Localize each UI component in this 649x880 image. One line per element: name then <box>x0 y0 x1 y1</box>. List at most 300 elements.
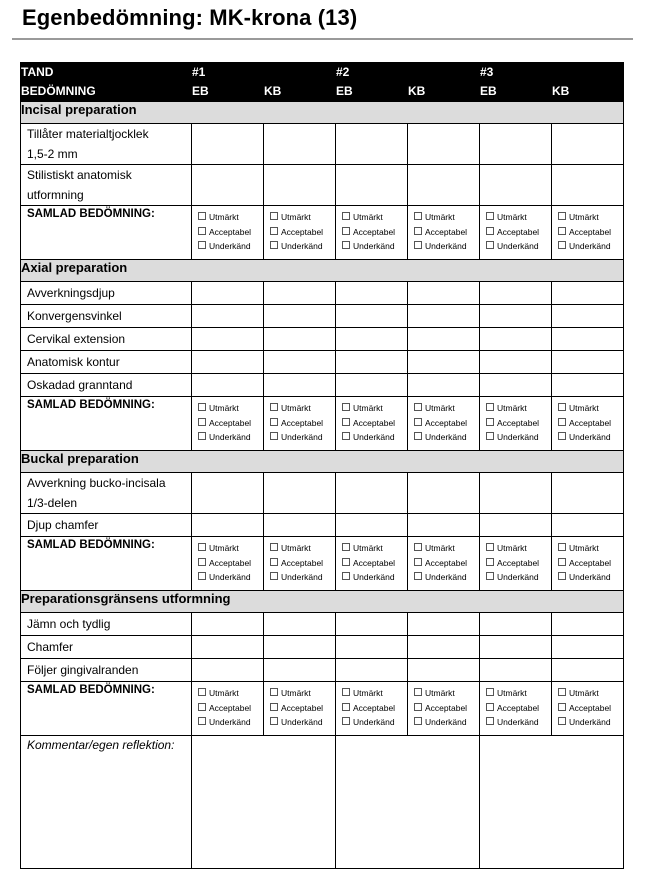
checkbox-icon[interactable] <box>486 212 494 220</box>
criterion-text-line2: 1/3-delen <box>27 496 78 510</box>
header-tooth-number: #1 <box>192 65 206 79</box>
checkbox-icon[interactable] <box>270 432 278 440</box>
option-2[interactable] <box>414 430 479 445</box>
checkbox-icon[interactable] <box>486 227 494 235</box>
checkbox-icon[interactable] <box>270 543 278 551</box>
header-tooth-3-kb <box>552 63 624 102</box>
option-1[interactable] <box>270 701 335 716</box>
checkbox-icon[interactable] <box>270 212 278 220</box>
grade-cell[interactable] <box>408 473 480 514</box>
grade-cell[interactable] <box>408 328 480 351</box>
option-label: Utmärkt <box>569 212 599 222</box>
option-label: Acceptabel <box>353 226 396 237</box>
option-2[interactable] <box>198 570 263 585</box>
grade-cell[interactable] <box>336 613 408 636</box>
checkbox-icon[interactable] <box>270 227 278 235</box>
checkbox-icon[interactable] <box>198 212 206 220</box>
criterion-text-line1: Avverkningsdjup <box>27 286 115 300</box>
grade-cell[interactable] <box>264 124 336 165</box>
criterion-row <box>21 613 624 636</box>
summary-options <box>552 537 623 585</box>
option-2[interactable] <box>414 570 479 585</box>
option-1[interactable] <box>342 701 407 716</box>
option-label: Acceptabel <box>209 702 252 713</box>
option-1[interactable] <box>414 556 479 571</box>
checkbox-icon[interactable] <box>486 403 494 411</box>
option-label: Acceptabel <box>497 702 540 713</box>
option-0[interactable] <box>270 541 335 556</box>
grade-cell[interactable] <box>192 613 264 636</box>
option-0[interactable] <box>414 210 479 225</box>
summary-option-cell <box>408 206 480 260</box>
header-spacer <box>264 63 335 82</box>
grade-cell[interactable] <box>264 282 336 305</box>
grade-cell[interactable] <box>552 282 624 305</box>
summary-options <box>336 682 407 730</box>
grade-cell[interactable] <box>552 351 624 374</box>
option-2[interactable] <box>486 570 551 585</box>
grade-cell[interactable] <box>480 613 552 636</box>
checkbox-icon[interactable] <box>558 572 566 580</box>
option-2[interactable] <box>558 239 623 254</box>
option-0[interactable] <box>486 401 551 416</box>
summary-option-cell <box>408 397 480 451</box>
grade-cell[interactable] <box>552 124 624 165</box>
option-label: Utmärkt <box>281 403 311 413</box>
option-2[interactable] <box>198 715 263 730</box>
checkbox-icon[interactable] <box>342 543 350 551</box>
checkbox-icon[interactable] <box>414 558 422 566</box>
grade-cell[interactable] <box>408 636 480 659</box>
option-0[interactable] <box>414 541 479 556</box>
grade-cell[interactable] <box>552 514 624 537</box>
option-2[interactable] <box>414 239 479 254</box>
option-label: Acceptabel <box>425 557 468 568</box>
option-1[interactable] <box>486 556 551 571</box>
option-1[interactable] <box>270 556 335 571</box>
grade-cell[interactable] <box>336 328 408 351</box>
grade-cell[interactable] <box>336 165 408 206</box>
checkbox-icon[interactable] <box>558 717 566 725</box>
grade-cell[interactable] <box>480 659 552 682</box>
grade-cell[interactable] <box>552 305 624 328</box>
summary-row <box>21 537 624 591</box>
checkbox-icon[interactable] <box>270 403 278 411</box>
checkbox-icon[interactable] <box>558 403 566 411</box>
grade-cell[interactable] <box>408 282 480 305</box>
grade-cell[interactable] <box>552 374 624 397</box>
criterion-row <box>21 328 624 351</box>
grade-cell[interactable] <box>336 514 408 537</box>
option-1[interactable] <box>558 225 623 240</box>
summary-options <box>408 682 479 730</box>
checkbox-icon[interactable] <box>198 703 206 711</box>
grade-cell[interactable] <box>408 124 480 165</box>
option-label: Utmärkt <box>425 403 455 413</box>
grade-cell[interactable] <box>336 305 408 328</box>
option-2[interactable] <box>486 430 551 445</box>
grade-cell[interactable] <box>336 124 408 165</box>
checkbox-icon[interactable] <box>342 572 350 580</box>
summary-options <box>480 397 551 445</box>
option-2[interactable] <box>558 430 623 445</box>
summary-options <box>552 682 623 730</box>
checkbox-icon[interactable] <box>414 241 422 249</box>
summary-label: SAMLAD BEDÖMNING: <box>21 397 192 451</box>
summary-options <box>264 682 335 730</box>
grade-cell[interactable] <box>408 613 480 636</box>
checkbox-icon[interactable] <box>414 227 422 235</box>
checkbox-icon[interactable] <box>414 418 422 426</box>
summary-option-cell <box>480 397 552 451</box>
comment-label: Kommentar/egen reflektion: <box>21 736 192 869</box>
checkbox-icon[interactable] <box>270 572 278 580</box>
grade-cell[interactable] <box>192 124 264 165</box>
comment-field[interactable] <box>192 736 336 869</box>
grade-cell[interactable] <box>192 282 264 305</box>
summary-options <box>264 537 335 585</box>
checkbox-icon[interactable] <box>414 212 422 220</box>
checkbox-icon[interactable] <box>198 717 206 725</box>
option-0[interactable] <box>558 401 623 416</box>
checkbox-icon[interactable] <box>486 717 494 725</box>
criterion-row <box>21 305 624 328</box>
criterion-row <box>21 514 624 537</box>
option-label: Utmärkt <box>569 543 599 553</box>
option-2[interactable] <box>558 715 623 730</box>
grade-cell[interactable] <box>408 374 480 397</box>
option-2[interactable] <box>486 715 551 730</box>
option-label: Underkänd <box>353 717 395 728</box>
grade-cell[interactable] <box>408 165 480 206</box>
checkbox-icon[interactable] <box>558 688 566 696</box>
checkbox-icon[interactable] <box>486 432 494 440</box>
option-0[interactable] <box>198 686 263 701</box>
grade-cell[interactable] <box>480 165 552 206</box>
grade-cell[interactable] <box>552 328 624 351</box>
checkbox-icon[interactable] <box>558 241 566 249</box>
checkbox-icon[interactable] <box>558 543 566 551</box>
grade-cell[interactable] <box>336 374 408 397</box>
option-label: Underkänd <box>209 241 251 252</box>
header-eb-label: EB <box>192 84 209 98</box>
grade-cell[interactable] <box>264 328 336 351</box>
checkbox-icon[interactable] <box>342 403 350 411</box>
title-divider <box>12 38 633 40</box>
option-2[interactable] <box>414 715 479 730</box>
grade-cell[interactable] <box>264 613 336 636</box>
summary-options <box>192 206 263 254</box>
option-0[interactable] <box>198 541 263 556</box>
option-1[interactable] <box>198 701 263 716</box>
checkbox-icon[interactable] <box>198 403 206 411</box>
grade-cell[interactable] <box>192 514 264 537</box>
summary-option-cell <box>336 537 408 591</box>
grade-cell[interactable] <box>264 514 336 537</box>
option-2[interactable] <box>342 715 407 730</box>
summary-option-cell <box>408 682 480 736</box>
option-1[interactable] <box>558 416 623 431</box>
checkbox-icon[interactable] <box>270 241 278 249</box>
checkbox-icon[interactable] <box>198 432 206 440</box>
option-0[interactable] <box>342 210 407 225</box>
grade-cell[interactable] <box>192 659 264 682</box>
checkbox-icon[interactable] <box>486 241 494 249</box>
checkbox-icon[interactable] <box>558 558 566 566</box>
option-2[interactable] <box>342 570 407 585</box>
option-2[interactable] <box>342 239 407 254</box>
summary-options <box>192 397 263 445</box>
option-0[interactable] <box>270 686 335 701</box>
grade-cell[interactable] <box>408 514 480 537</box>
grade-cell[interactable] <box>264 636 336 659</box>
option-0[interactable] <box>342 686 407 701</box>
option-0[interactable] <box>486 541 551 556</box>
checkbox-icon[interactable] <box>342 558 350 566</box>
grade-cell[interactable] <box>192 305 264 328</box>
option-2[interactable] <box>270 570 335 585</box>
option-1[interactable] <box>414 416 479 431</box>
option-0[interactable] <box>486 686 551 701</box>
checkbox-icon[interactable] <box>414 572 422 580</box>
checkbox-icon[interactable] <box>198 543 206 551</box>
option-2[interactable] <box>198 239 263 254</box>
checkbox-icon[interactable] <box>342 418 350 426</box>
option-0[interactable] <box>270 401 335 416</box>
checkbox-icon[interactable] <box>342 703 350 711</box>
grade-cell[interactable] <box>264 659 336 682</box>
grade-cell[interactable] <box>480 282 552 305</box>
option-label: Utmärkt <box>353 688 383 698</box>
option-label: Utmärkt <box>281 212 311 222</box>
criterion-label <box>21 282 192 305</box>
grade-cell[interactable] <box>264 305 336 328</box>
checkbox-icon[interactable] <box>414 703 422 711</box>
checkbox-icon[interactable] <box>270 558 278 566</box>
comment-field[interactable] <box>336 736 480 869</box>
option-label: Underkänd <box>569 572 611 583</box>
option-label: Underkänd <box>425 241 467 252</box>
option-1[interactable] <box>414 225 479 240</box>
option-1[interactable] <box>198 225 263 240</box>
checkbox-icon[interactable] <box>198 227 206 235</box>
grade-cell[interactable] <box>192 374 264 397</box>
option-label: Underkänd <box>569 241 611 252</box>
grade-cell[interactable] <box>264 165 336 206</box>
summary-options <box>408 206 479 254</box>
comment-field[interactable] <box>480 736 624 869</box>
option-1[interactable] <box>270 416 335 431</box>
header-spacer <box>552 63 623 82</box>
section-title: Axial preparation <box>21 260 624 282</box>
checkbox-icon[interactable] <box>558 432 566 440</box>
option-label: Acceptabel <box>425 417 468 428</box>
option-2[interactable] <box>558 570 623 585</box>
summary-option-cell <box>480 206 552 260</box>
option-label: Utmärkt <box>425 543 455 553</box>
option-2[interactable] <box>270 430 335 445</box>
grade-cell[interactable] <box>480 374 552 397</box>
option-1[interactable] <box>558 701 623 716</box>
checkbox-icon[interactable] <box>486 543 494 551</box>
option-2[interactable] <box>198 430 263 445</box>
summary-option-cell <box>336 206 408 260</box>
option-0[interactable] <box>198 210 263 225</box>
option-label: Underkänd <box>497 432 539 443</box>
checkbox-icon[interactable] <box>270 688 278 696</box>
grade-cell[interactable] <box>480 124 552 165</box>
checkbox-icon[interactable] <box>414 688 422 696</box>
grade-cell[interactable] <box>192 473 264 514</box>
grade-cell[interactable] <box>552 636 624 659</box>
checkbox-icon[interactable] <box>342 227 350 235</box>
grade-cell[interactable] <box>336 659 408 682</box>
option-1[interactable] <box>414 701 479 716</box>
option-0[interactable] <box>414 686 479 701</box>
checkbox-icon[interactable] <box>486 418 494 426</box>
grade-cell[interactable] <box>552 659 624 682</box>
header-kb-label: KB <box>408 84 426 98</box>
summary-option-cell <box>264 397 336 451</box>
checkbox-icon[interactable] <box>270 717 278 725</box>
option-label: Acceptabel <box>569 557 612 568</box>
grade-cell[interactable] <box>192 328 264 351</box>
summary-label: SAMLAD BEDÖMNING: <box>21 537 192 591</box>
grade-cell[interactable] <box>336 351 408 374</box>
criterion-text-line1: Djup chamfer <box>27 518 99 532</box>
option-1[interactable] <box>558 556 623 571</box>
option-1[interactable] <box>342 225 407 240</box>
option-label: Acceptabel <box>497 417 540 428</box>
criterion-text-line2: 1,5-2 mm <box>27 147 78 161</box>
grade-cell[interactable] <box>480 636 552 659</box>
option-0[interactable] <box>558 210 623 225</box>
grade-cell[interactable] <box>408 305 480 328</box>
checkbox-icon[interactable] <box>558 212 566 220</box>
criterion-row <box>21 124 624 165</box>
checkbox-icon[interactable] <box>558 227 566 235</box>
section-header-row <box>21 591 624 613</box>
grade-cell[interactable] <box>552 165 624 206</box>
grade-cell[interactable] <box>480 328 552 351</box>
criterion-text-line2: utformning <box>27 188 84 202</box>
grade-cell[interactable] <box>552 473 624 514</box>
option-1[interactable] <box>486 416 551 431</box>
option-0[interactable] <box>198 401 263 416</box>
criterion-text-line1: Konvergensvinkel <box>27 309 122 323</box>
grade-cell[interactable] <box>336 473 408 514</box>
option-0[interactable] <box>558 686 623 701</box>
grade-cell[interactable] <box>480 305 552 328</box>
checkbox-icon[interactable] <box>198 572 206 580</box>
grade-cell[interactable] <box>264 374 336 397</box>
criterion-row <box>21 165 624 206</box>
grade-cell[interactable] <box>480 514 552 537</box>
option-0[interactable] <box>270 210 335 225</box>
grade-cell[interactable] <box>264 351 336 374</box>
checkbox-icon[interactable] <box>558 418 566 426</box>
option-label: Utmärkt <box>497 543 527 553</box>
checkbox-icon[interactable] <box>486 558 494 566</box>
option-1[interactable] <box>198 556 263 571</box>
checkbox-icon[interactable] <box>342 212 350 220</box>
option-1[interactable] <box>342 416 407 431</box>
checkbox-icon[interactable] <box>270 703 278 711</box>
grade-cell[interactable] <box>192 351 264 374</box>
checkbox-icon[interactable] <box>198 418 206 426</box>
grade-cell[interactable] <box>192 636 264 659</box>
grade-cell[interactable] <box>480 473 552 514</box>
checkbox-icon[interactable] <box>414 403 422 411</box>
option-label: Acceptabel <box>281 702 324 713</box>
option-label: Utmärkt <box>425 688 455 698</box>
checkbox-icon[interactable] <box>486 688 494 696</box>
option-1[interactable] <box>198 416 263 431</box>
option-label: Underkänd <box>209 572 251 583</box>
comment-row <box>21 736 624 869</box>
option-1[interactable] <box>486 225 551 240</box>
grade-cell[interactable] <box>192 165 264 206</box>
option-2[interactable] <box>270 715 335 730</box>
summary-options <box>408 397 479 445</box>
option-0[interactable] <box>342 541 407 556</box>
option-0[interactable] <box>486 210 551 225</box>
option-2[interactable] <box>342 430 407 445</box>
option-0[interactable] <box>342 401 407 416</box>
option-2[interactable] <box>270 239 335 254</box>
option-1[interactable] <box>486 701 551 716</box>
grade-cell[interactable] <box>264 473 336 514</box>
option-1[interactable] <box>270 225 335 240</box>
summary-options <box>480 537 551 585</box>
grade-cell[interactable] <box>480 351 552 374</box>
checkbox-icon[interactable] <box>486 572 494 580</box>
grade-cell[interactable] <box>408 351 480 374</box>
option-0[interactable] <box>414 401 479 416</box>
summary-row <box>21 206 624 260</box>
checkbox-icon[interactable] <box>198 688 206 696</box>
checkbox-icon[interactable] <box>486 703 494 711</box>
checkbox-icon[interactable] <box>414 432 422 440</box>
checkbox-icon[interactable] <box>198 241 206 249</box>
grade-cell[interactable] <box>408 659 480 682</box>
grade-cell[interactable] <box>552 613 624 636</box>
option-0[interactable] <box>558 541 623 556</box>
option-label: Utmärkt <box>209 212 239 222</box>
checkbox-icon[interactable] <box>558 703 566 711</box>
option-label: Underkänd <box>497 572 539 583</box>
grade-cell[interactable] <box>336 282 408 305</box>
header-tooth-2-eb <box>336 63 408 102</box>
option-label: Acceptabel <box>281 417 324 428</box>
option-label: Utmärkt <box>281 688 311 698</box>
checkbox-icon[interactable] <box>342 717 350 725</box>
option-2[interactable] <box>486 239 551 254</box>
checkbox-icon[interactable] <box>342 241 350 249</box>
checkbox-icon[interactable] <box>414 717 422 725</box>
option-1[interactable] <box>342 556 407 571</box>
option-label: Underkänd <box>353 432 395 443</box>
checkbox-icon[interactable] <box>198 558 206 566</box>
grade-cell[interactable] <box>336 636 408 659</box>
checkbox-icon[interactable] <box>270 418 278 426</box>
summary-option-cell <box>552 682 624 736</box>
option-label: Utmärkt <box>281 543 311 553</box>
checkbox-icon[interactable] <box>342 688 350 696</box>
checkbox-icon[interactable] <box>414 543 422 551</box>
criterion-label <box>21 374 192 397</box>
checkbox-icon[interactable] <box>342 432 350 440</box>
